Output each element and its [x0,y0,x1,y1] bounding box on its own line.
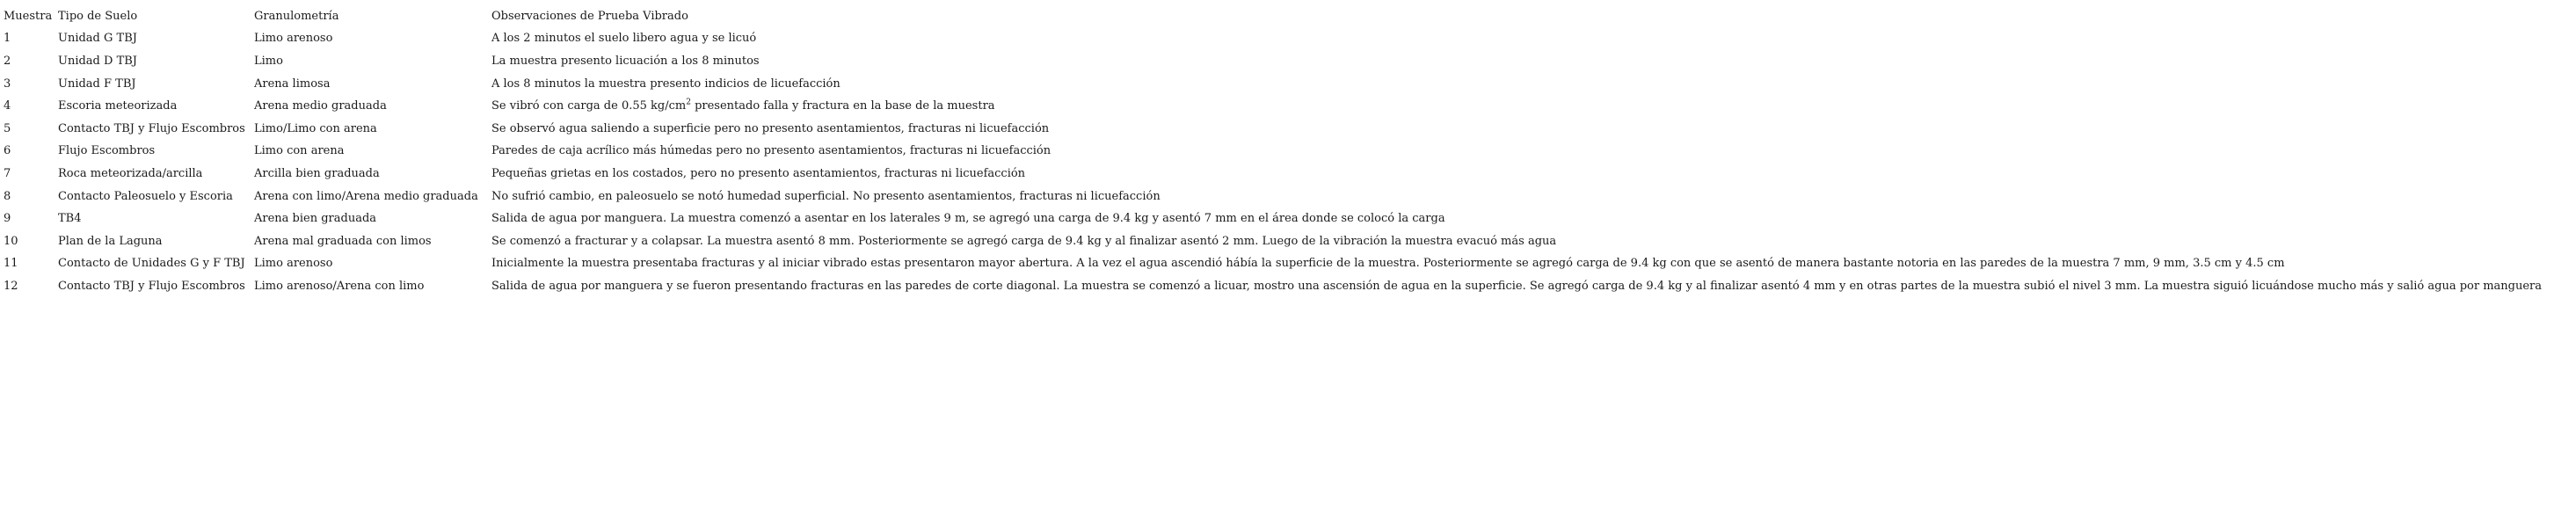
cell-muestra: 12 [4,279,18,293]
table-header [4,5,2542,28]
table-row [4,95,2542,118]
cell-observaciones: Se observó agua saliendo a superficie pero no presento asentamientos, fracturas ni licuefacción [491,121,1050,135]
cell-tipo: Plan de la Laguna [58,234,163,248]
results-table [4,5,2542,298]
cell-tipo: Escoria meteorizada [58,99,178,113]
table-row [4,208,2542,230]
table-body [4,28,2542,298]
cell-muestra: 6 [4,144,11,158]
header-tipo-de-suelo: Tipo de Suelo [58,9,138,23]
table-row [4,253,2542,276]
cell-granulometria: Arena medio graduada [254,99,387,113]
cell-granulometria: Limo/Limo con arena [254,121,377,135]
cell-granulometria: Limo arenoso/Arena con limo [254,279,425,293]
table-row [4,186,2542,208]
cell-granulometria: Limo [254,54,283,68]
cell-observaciones [491,95,2542,118]
observaciones-text: Se vibró con carga de 0.55 kg/cm [491,99,687,113]
cell-muestra: 2 [4,54,11,68]
cell-muestra: 1 [4,32,11,46]
header-granulometria: Granulometría [254,9,339,23]
cell-tipo: Flujo Escombros [58,144,156,158]
cell-observaciones: Se comenzó a fracturar y a colapsar. La muestra asentó 8 mm. Posteriormente se agregó carga de 9.4 kg y al finalizar asentó 2 mm. Luego de la vibración la muestra evacuó más agua [491,234,1557,248]
table-row [4,230,2542,253]
cell-muestra: 4 [4,99,11,113]
table-row [4,141,2542,164]
cell-observaciones: Salida de agua por manguera y se fueron presentando fracturas en las paredes de corte diagonal. La muestra se comenzó a licuar, mostro una ascensión de agua en la superficie. Se agregó carga de 9.4 kg y al finalizar asentó 4 mm y en otras partes de la muestra subió el nivel 3 mm. La muestra siguió licuándose mucho más y salió agua por manguera [491,279,2542,293]
cell-tipo: Unidad F TBJ [58,76,136,91]
cell-tipo: Contacto Paleosuelo y Escoria [58,189,233,203]
cell-granulometria: Arena bien graduada [254,212,377,226]
table-row [4,275,2542,298]
cell-observaciones: No sufrió cambio, en paleosuelo se notó humedad superficial. No presento asentamientos, fracturas ni licuefacción [491,189,1161,203]
cell-granulometria: Arena con limo/Arena medio graduada [254,189,478,203]
superscript-exponent: 2 [686,98,691,107]
cell-muestra: 9 [4,212,11,226]
cell-observaciones: La muestra presento licuación a los 8 minutos [491,54,760,68]
observaciones-text-tail: presentado falla y fractura en la base de la muestra [690,99,995,113]
cell-observaciones: Salida de agua por manguera. La muestra comenzó a asentar en los laterales 9 m, se agregó una carga de 9.4 kg y asentó 7 mm en el área donde se colocó la carga [491,212,1445,226]
cell-tipo: Contacto TBJ y Flujo Escombros [58,121,245,135]
cell-granulometria: Limo con arena [254,144,345,158]
cell-observaciones: Paredes de caja acrílico más húmedas pero no presento asentamientos, fracturas ni licuefacción [491,144,1052,158]
table-row [4,118,2542,141]
table-row [4,50,2542,73]
cell-muestra: 11 [4,257,18,271]
header-muestra: Muestra [4,9,53,23]
cell-granulometria: Arena mal graduada con limos [254,234,432,248]
cell-granulometria: Arena limosa [254,76,331,91]
cell-observaciones: Inicialmente la muestra presentaba fracturas y al iniciar vibrado estas presentaron mayor abertura. A la vez el agua ascendió hábía la superficie de la muestra. Posteriormente se agregó carga de 9.4 kg con que se asentó de manera bastante notoria en las paredes de la muestra 7 mm, 9 mm, 3.5 cm y 4.5 cm [491,257,2285,271]
cell-muestra: 7 [4,166,11,180]
cell-muestra: 5 [4,121,11,135]
cell-tipo: Unidad D TBJ [58,54,138,68]
header-observaciones: Observaciones de Prueba Vibrado [491,9,688,23]
cell-tipo: Contacto de Unidades G y F TBJ [58,257,245,271]
cell-observaciones: A los 8 minutos la muestra presento indicios de licuefacción [491,76,840,91]
cell-granulometria: Arcilla bien graduada [254,166,380,180]
cell-tipo: Roca meteorizada/arcilla [58,166,203,180]
table-row [4,28,2542,51]
cell-granulometria: Limo arenoso [254,32,333,46]
cell-observaciones: A los 2 minutos el suelo libero agua y se licuó [491,32,757,46]
cell-granulometria: Limo arenoso [254,257,333,271]
cell-observaciones: Pequeñas grietas en los costados, pero no presento asentamientos, fracturas ni licuefacción [491,166,1026,180]
cell-muestra: 10 [4,234,18,248]
table-row [4,73,2542,96]
cell-muestra: 3 [4,76,11,91]
cell-tipo: TB4 [58,212,82,226]
cell-muestra: 8 [4,189,11,203]
header-row [4,5,2542,28]
table-row [4,163,2542,186]
cell-tipo: Unidad G TBJ [58,32,137,46]
cell-tipo: Contacto TBJ y Flujo Escombros [58,279,245,293]
